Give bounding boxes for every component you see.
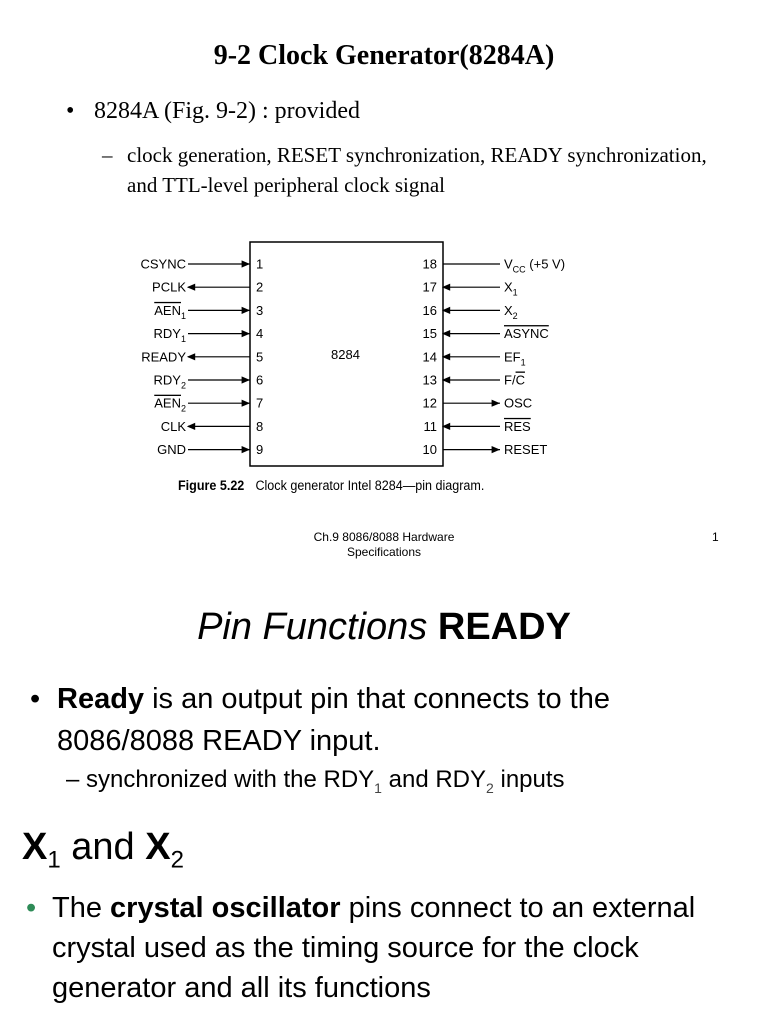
page-number: 1: [712, 530, 719, 544]
pin-label: [157, 442, 186, 457]
slide2-title-bold: READY: [437, 606, 571, 648]
pin-label: [504, 396, 532, 411]
figure-label: Figure 5.22: [178, 478, 245, 493]
pin-label: [504, 349, 526, 367]
slide2-title: [0, 606, 768, 649]
pin-label: [154, 396, 186, 414]
slide3-bullet-bold: crystal oscillator: [110, 892, 341, 924]
pin-number: 14: [422, 349, 437, 365]
slide1-bullet-text: 8284A (Fig. 9-2) : provided: [94, 98, 360, 124]
pin-label: [504, 257, 565, 275]
pin-number: 3: [256, 302, 264, 318]
slide2-sub-text-c: inputs: [500, 766, 565, 793]
slide1-title: 9-2 Clock Generator(8284A): [213, 40, 555, 71]
pin-label: [504, 442, 547, 457]
slide1-sub-bullet: [102, 140, 722, 200]
pin-label: [504, 303, 518, 321]
pin-name: RES: [504, 418, 531, 434]
pin-name: PCLK: [152, 279, 186, 295]
pin-label: [161, 419, 187, 434]
pin-number: 17: [422, 279, 437, 295]
pin-subscript: CC: [512, 264, 526, 275]
slide3-title: [22, 826, 184, 875]
pin-label: [154, 373, 186, 391]
pin-name: CLK: [160, 418, 186, 434]
pin-label: [152, 280, 186, 295]
pin-suffix: (+5 V): [525, 256, 566, 272]
pin-subscript: 1: [180, 310, 186, 321]
pin-subscript: 2: [512, 310, 518, 321]
pin-subscript: 1: [512, 287, 518, 298]
pin-name: X: [504, 302, 513, 318]
pin-number: 9: [256, 442, 264, 458]
pin-number: 7: [256, 395, 264, 411]
pin-number: 12: [422, 395, 437, 411]
pin-name: READY: [141, 349, 186, 365]
pin-number: 15: [422, 326, 437, 342]
figure-caption: [178, 478, 484, 493]
bullet-dot-icon: •: [30, 683, 41, 715]
slide2-sub-sub-b: 2: [486, 779, 494, 796]
pin-name: AEN: [154, 395, 181, 411]
pin-label: [154, 326, 186, 344]
pin-name: CSYNC: [140, 256, 186, 272]
pin-name: V: [504, 256, 513, 272]
bullet-dot-icon: •: [26, 892, 37, 924]
pin-label: [141, 349, 186, 364]
slide2-bullet-text: is an output pin that connects to the 8086/8088 READY input.: [57, 683, 610, 757]
chip-label: 8284: [331, 347, 360, 362]
figure-text: Clock generator Intel 8284—pin diagram.: [255, 478, 485, 493]
slide2-sub-bullet: [66, 766, 565, 796]
pin-number: 16: [422, 302, 437, 318]
slide3-bullet-text: pins connect to an external crystal used as the timing source for the clock generator and all its functions: [52, 892, 696, 1004]
pin-subscript: 2: [180, 403, 186, 414]
pin-name: GND: [157, 442, 186, 458]
pin-diagram: [130, 228, 590, 468]
pin-name: AEN: [154, 302, 181, 318]
pin-number: 1: [256, 256, 264, 272]
slide3-bullet-pre: The: [52, 892, 102, 924]
slide2-sub-text-b: and RDY: [388, 766, 487, 793]
pin-name-overline: C: [515, 372, 525, 388]
pin-label: [154, 303, 186, 321]
pin-number: 18: [422, 256, 437, 272]
slide3-title-and: and: [71, 826, 135, 868]
pin-number: 8: [256, 418, 264, 434]
slide3-title-sub2: 2: [170, 846, 184, 874]
pin-name: F/: [504, 372, 516, 388]
pin-label: [504, 326, 549, 341]
pin-label: [504, 280, 518, 298]
pin-subscript: 1: [180, 334, 186, 345]
slide2-bullet: [30, 678, 750, 762]
slide1-bullet: [66, 98, 360, 125]
pin-name: ASYNC: [504, 326, 549, 342]
pin-number: 10: [422, 442, 437, 458]
dash-icon: –: [102, 143, 113, 167]
pin-number: 5: [256, 349, 264, 365]
slide2-title-italic: Pin Functions: [197, 606, 428, 648]
slide3-title-sub1: 1: [47, 846, 61, 874]
pin-label: [504, 419, 531, 434]
pin-name: OSC: [504, 395, 533, 411]
pin-subscript: 2: [180, 380, 186, 391]
slide3-title-x1: X: [22, 826, 48, 868]
pin-number: 2: [256, 279, 264, 295]
pin-label: [140, 257, 186, 272]
slide1-sub-bullet-text: clock generation, RESET synchronization, READY synchronization, and TTL-level peripheral clock signal: [127, 143, 707, 197]
pin-number: 13: [422, 372, 437, 388]
pin-name: EF: [504, 349, 521, 365]
pin-subscript: 1: [520, 357, 526, 368]
slide2-bullet-bold: Ready: [57, 683, 145, 715]
slide2-sub-sub-a: 1: [374, 779, 382, 796]
pin-name: RDY: [153, 326, 181, 342]
slide3-title-x2: X: [145, 826, 171, 868]
slide3-bullet: [26, 888, 756, 1008]
pin-label: [504, 373, 525, 388]
footer-center: Ch.9 8086/8088 Hardware Specifications: [313, 530, 455, 559]
slide2-sub-text-a: synchronized with the RDY: [86, 766, 375, 793]
pin-name: RESET: [504, 442, 548, 458]
pin-number: 6: [256, 372, 264, 388]
pin-number: 11: [423, 418, 437, 434]
bullet-dot-icon: •: [66, 98, 75, 124]
pin-name: X: [504, 279, 513, 295]
dash-icon: –: [66, 766, 80, 793]
pin-name: RDY: [153, 372, 181, 388]
pin-number: 4: [256, 326, 264, 342]
